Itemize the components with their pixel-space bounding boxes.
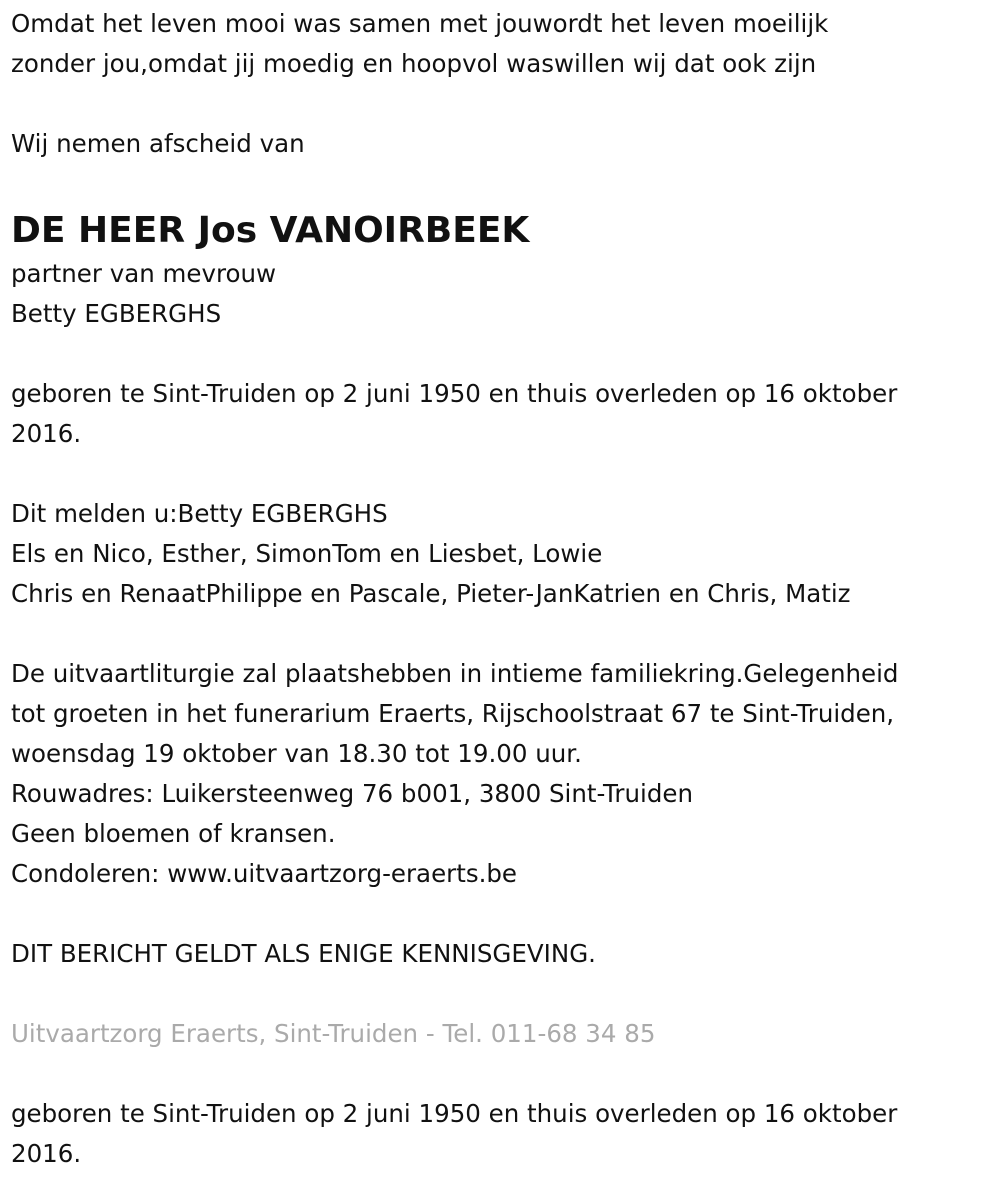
spacer (11, 334, 991, 374)
details-line-1: De uitvaartliturgie zal plaatshebben in intieme familiekring.Gelegenheid (11, 659, 899, 688)
details-line-2: tot groeten in het funerarium Eraerts, Rijschoolstraat 67 te Sint-Truiden, (11, 699, 895, 728)
partner-name: Betty EGBERGHS (11, 299, 222, 328)
partner-line: partner van mevrouw (11, 259, 277, 288)
details-line-3: woensdag 19 oktober van 18.30 tot 19.00 uur. (11, 739, 582, 768)
family-line-3: Chris en RenaatPhilippe en Pascale, Pieter-JanKatrien en Chris, Matiz (11, 579, 851, 608)
condolence-line: Condoleren: www.uitvaartzorg-eraerts.be (11, 859, 517, 888)
funeral-home-contact: Uitvaartzorg Eraerts, Sint-Truiden - Tel. 011-68 34 85 (11, 1019, 656, 1048)
farewell-text: Wij nemen afscheid van (11, 129, 305, 158)
family-line-1: Dit melden u:Betty EGBERGHS (11, 499, 388, 528)
spacer (11, 454, 991, 494)
birth-death-line-1: geboren te Sint-Truiden op 2 juni 1950 en thuis overleden op 16 oktober (11, 379, 898, 408)
mourning-address: Rouwadres: Luikersteenweg 76 b001, 3800 Sint-Truiden (11, 779, 693, 808)
spacer (11, 164, 991, 204)
obituary-notice (11, 4, 991, 1174)
spacer (11, 974, 991, 1014)
no-flowers-note: Geen bloemen of kransen. (11, 819, 336, 848)
intro-line-2: zonder jou,omdat jij moedig en hoopvol waswillen wij dat ook zijn (11, 49, 817, 78)
official-notice: DIT BERICHT GELDT ALS ENIGE KENNISGEVING. (11, 939, 596, 968)
spacer (11, 84, 991, 124)
spacer (11, 894, 991, 934)
intro-line-1: Omdat het leven mooi was samen met jouwordt het leven moeilijk (11, 9, 829, 38)
birth-death-repeat-line-2: 2016. (11, 1139, 82, 1168)
deceased-name: DE HEER Jos VANOIRBEEK (11, 210, 530, 251)
spacer (11, 1054, 991, 1094)
birth-death-repeat-line-1: geboren te Sint-Truiden op 2 juni 1950 en thuis overleden op 16 oktober (11, 1099, 898, 1128)
birth-death-line-2: 2016. (11, 419, 82, 448)
spacer (11, 614, 991, 654)
family-line-2: Els en Nico, Esther, SimonTom en Liesbet, Lowie (11, 539, 603, 568)
